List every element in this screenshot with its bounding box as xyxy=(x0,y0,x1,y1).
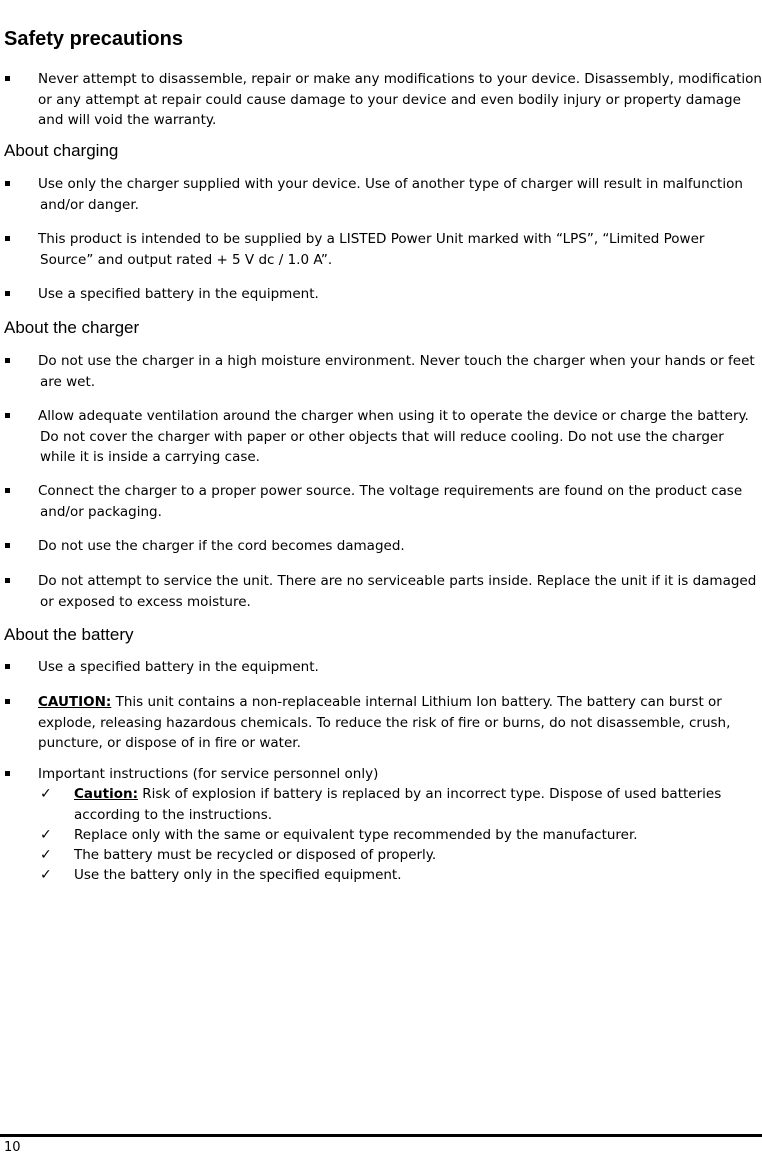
bullet-text xyxy=(38,571,760,612)
bullet-text xyxy=(38,536,760,557)
caution-label: CAUTION: xyxy=(38,694,112,710)
text-line: Use only the charger supplied with your device. Use of another type of charger will result in malfunction xyxy=(38,176,743,192)
text-line: Use the battery only in the specified equipment. xyxy=(74,867,402,883)
checkmark-icon: ✓ xyxy=(40,867,52,883)
square-bullet-icon xyxy=(5,181,10,186)
bullet-text xyxy=(38,692,760,754)
square-bullet-icon xyxy=(5,76,10,81)
square-bullet-icon xyxy=(5,578,10,583)
text-line: are wet. xyxy=(40,373,96,390)
checkmark-icon: ✓ xyxy=(40,827,52,843)
text-line: and/or packaging. xyxy=(40,503,162,520)
square-bullet-icon xyxy=(5,771,10,776)
square-bullet-icon xyxy=(5,358,10,363)
text-line xyxy=(38,692,760,713)
footer-divider xyxy=(0,1134,762,1137)
checkmark-icon: ✓ xyxy=(40,847,52,863)
square-bullet-icon xyxy=(5,543,10,548)
bullet-text xyxy=(38,174,760,215)
text-line: Do not use the charger if the cord becomes damaged. xyxy=(38,538,405,554)
square-bullet-icon xyxy=(5,699,10,704)
text-line: Do not attempt to service the unit. There are no serviceable parts inside. Replace the unit if it is damaged xyxy=(38,573,757,589)
square-bullet-icon xyxy=(5,236,10,241)
bullet-text xyxy=(38,406,760,468)
text-line: Do not cover the charger with paper or other objects that will reduce cooling. Do not use the charger xyxy=(40,428,724,445)
text-line: according to the instructions. xyxy=(74,806,273,823)
bullet-text xyxy=(38,229,760,270)
text-line: Never attempt to disassemble, repair or make any modifications to your device. Disassembly, modification xyxy=(38,71,762,87)
bullet-text xyxy=(38,284,760,305)
bullet-text xyxy=(38,481,760,522)
section-heading-battery: About the battery xyxy=(4,625,134,644)
page-title: Safety precautions xyxy=(4,28,183,50)
caution-text: Risk of explosion if battery is replaced by an incorrect type. Dispose of used batteries xyxy=(142,786,722,802)
caution-label: Caution: xyxy=(74,786,138,802)
text-line: Source” and output rated + 5 V dc / 1.0 A”. xyxy=(40,251,333,268)
square-bullet-icon xyxy=(5,488,10,493)
checklist-text xyxy=(74,865,760,886)
text-line: while it is inside a carrying case. xyxy=(40,449,260,465)
bullet-text xyxy=(38,657,760,678)
text-line: Replace only with the same or equivalent type recommended by the manufacturer. xyxy=(74,827,638,843)
bullet-text xyxy=(38,764,760,785)
bullet-text xyxy=(38,351,760,392)
text-line xyxy=(74,784,760,805)
text-line: Do not use the charger in a high moisture environment. Never touch the charger when your hands or feet xyxy=(38,353,755,369)
checklist-text xyxy=(74,845,760,866)
page-number: 10 xyxy=(4,1140,21,1155)
text-line: and will void the warranty. xyxy=(38,112,217,128)
text-line: puncture, or dispose of in fire or water. xyxy=(38,735,301,751)
text-line: This product is intended to be supplied by a LISTED Power Unit marked with “LPS”, “Limited Power xyxy=(38,231,705,247)
text-line: or exposed to excess moisture. xyxy=(40,593,251,610)
text-line: The battery must be recycled or disposed of properly. xyxy=(74,847,437,863)
text-line: Use a specified battery in the equipment. xyxy=(38,286,319,302)
text-line: or any attempt at repair could cause damage to your device and even bodily injury or property damage xyxy=(38,91,741,108)
text-line: Use a specified battery in the equipment. xyxy=(38,659,319,675)
text-line: explode, releasing hazardous chemicals. To reduce the risk of fire or burns, do not disassemble, crush, xyxy=(38,714,731,731)
square-bullet-icon xyxy=(5,291,10,296)
text-line: Connect the charger to a proper power source. The voltage requirements are found on the product case xyxy=(38,483,743,499)
caution-text: This unit contains a non-replaceable internal Lithium Ion battery. The battery can burst or xyxy=(115,694,722,710)
text-line: Allow adequate ventilation around the charger when using it to operate the device or charge the battery. xyxy=(38,408,749,424)
bullet-text xyxy=(38,69,760,131)
text-line: Important instructions (for service personnel only) xyxy=(38,766,379,782)
text-line: and/or danger. xyxy=(40,196,139,213)
checklist-text xyxy=(74,825,760,846)
section-heading-charger: About the charger xyxy=(4,318,140,337)
section-heading-charging: About charging xyxy=(4,141,119,160)
square-bullet-icon xyxy=(5,664,10,669)
checklist-text xyxy=(74,784,760,825)
square-bullet-icon xyxy=(5,413,10,418)
checkmark-icon: ✓ xyxy=(40,786,52,802)
